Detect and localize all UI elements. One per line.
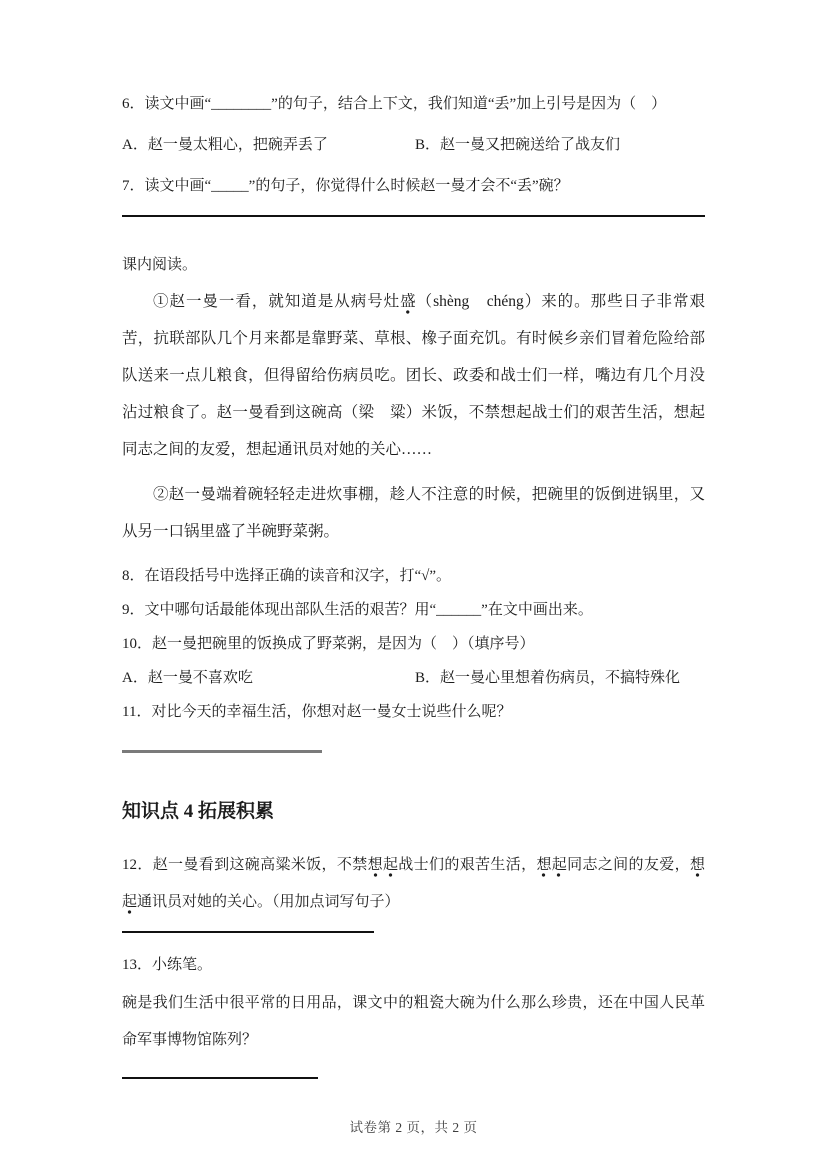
question-6-option-b: B．赵一曼又把碗送给了战友们 [415, 137, 621, 153]
section-divider-line [122, 215, 705, 217]
question-10-options [122, 666, 705, 690]
question-12-text: 通讯员对她的关心。（用加点词写句子） [137, 894, 400, 910]
answer-blank-q13 [122, 1077, 318, 1079]
question-13-body: 碗是我们生活中很平常的日用品，课文中的粗瓷大碗为什么那么珍贵，还在中国人民革命军事博物馆陈列？ [122, 995, 705, 1048]
question-6-option-a: A．赵一曼太粗心，把碗弄丢了 [122, 137, 328, 153]
question-12-text: 战士们的艰苦生活， [398, 857, 537, 873]
question-10-option-a: A．赵一曼不喜欢吃 [122, 670, 253, 686]
emphasis-dot-word: 想起 [368, 857, 399, 878]
paragraph-1-text: （shèng chéng）来的。那些日子非常艰苦，抗联部队几个月来都是靠野菜、草根、橡子面充饥。有时候乡亲们冒着危险给部队送来一点儿粮食，但得留给伤病员吃。团长、政委和战士们一样，嘴边有几个月没沾过粮食了。赵一曼看到这碗高（梁 粱）米饭，不禁想起战士们的艰苦生活，想起同志之间的友爱，想起通讯员对她的关心…… [122, 293, 705, 458]
question-6-options [122, 133, 705, 157]
reading-paragraph-2: ②赵一曼端着碗轻轻走进炊事棚，趁人不注意的时候，把碗里的饭倒进锅里，又从另一口锅里盛了半碗野菜粥。 [122, 486, 705, 540]
emphasis-dot-word: 想起 [122, 857, 705, 915]
question-9: 9．文中哪句话最能体现出部队生活的艰苦？用“______”在文中画出来。 [122, 602, 593, 618]
question-11: 11．对比今天的幸福生活，你想对赵一曼女士说些什么呢？ [122, 704, 512, 720]
question-13: 13．小练笔。 [122, 957, 213, 973]
emphasis-dot-char: 盛 [400, 293, 416, 315]
knowledge-point-4-heading: 知识点 4 拓展积累 [122, 801, 275, 822]
question-7: 7．读文中画“_____”的句子，你觉得什么时候赵一曼才会不“丢”碗？ [122, 178, 569, 194]
question-10: 10．赵一曼把碗里的饭换成了野菜粥，是因为（ ）（填序号） [122, 636, 535, 652]
question-6: 6．读文中画“________”的句子，结合上下文，我们知道“丢”加上引号是因为（ ） [122, 96, 667, 112]
question-10-option-b: B．赵一曼心里想着伤病员，不搞特殊化 [415, 670, 681, 686]
paragraph-1-text: ①赵一曼一看，就知道是从病号灶 [153, 293, 401, 310]
answer-blank-q12 [122, 931, 374, 933]
question-12-text: 12．赵一曼看到这碗高粱米饭，不禁 [122, 857, 368, 873]
question-12-text: 同志之间的友爱， [567, 857, 690, 873]
question-12 [122, 847, 705, 921]
answer-blank-q11 [122, 750, 322, 753]
page-footer: 试卷第 2 页，共 2 页 [349, 1120, 478, 1135]
reading-section-title: 课内阅读。 [122, 257, 198, 273]
emphasis-dot-word: 想起 [536, 857, 567, 878]
reading-paragraph-1 [122, 283, 705, 468]
question-8: 8．在语段括号中选择正确的读音和汉字，打“√”。 [122, 568, 452, 584]
